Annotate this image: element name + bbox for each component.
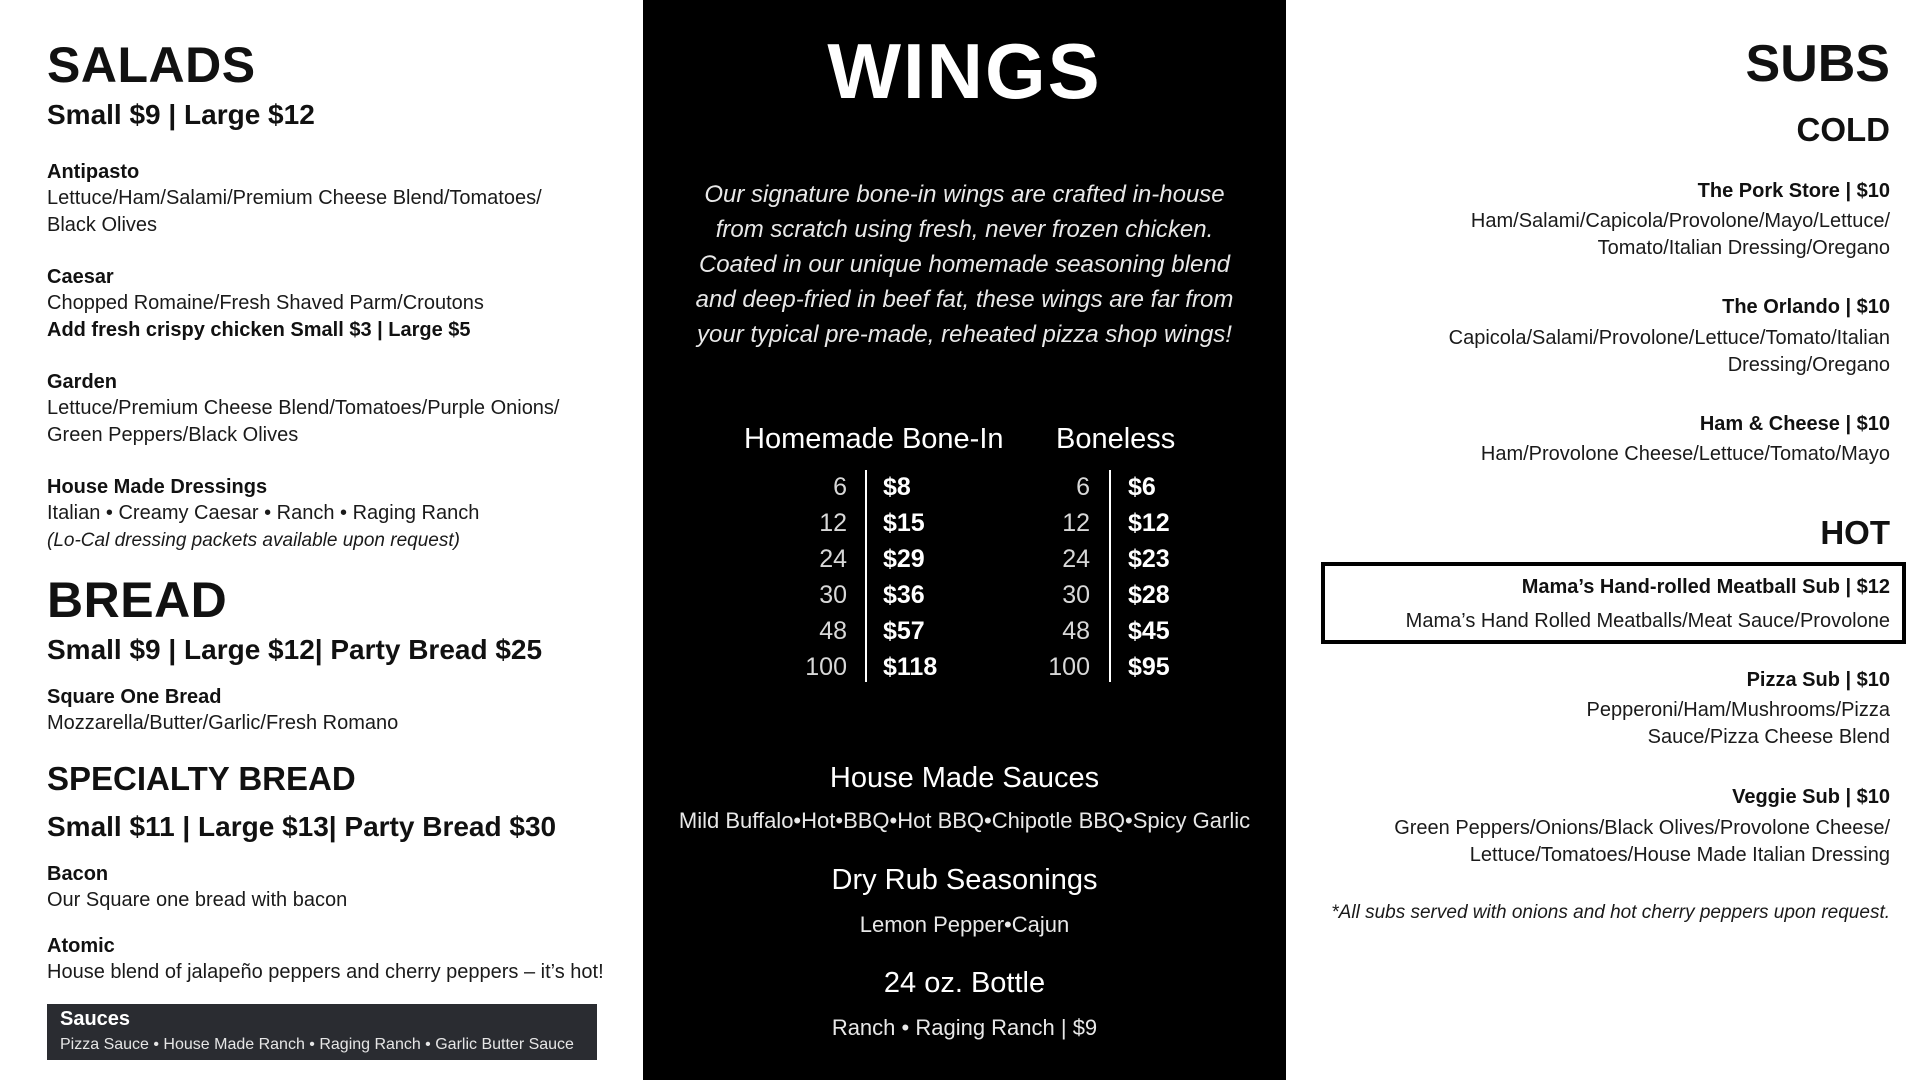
bone-in-price: $118 (883, 653, 938, 681)
antipasto-desc-1: Lettuce/Ham/Salami/Premium Cheese Blend/Tomatoes/ (47, 187, 542, 209)
boneless-count: 100 (1048, 653, 1090, 681)
dry-rub-list: Lemon Pepper•Cajun (859, 912, 1070, 937)
bread-title: BREAD (47, 572, 228, 628)
dressings-desc: Italian • Creamy Caesar • Ranch • Raging Ranch (47, 502, 480, 524)
dressings-note: (Lo-Cal dressing packets available upon request) (47, 530, 460, 551)
ham-cheese-name: Ham & Cheese | $10 (1699, 413, 1890, 435)
bone-in-count: 48 (819, 617, 847, 645)
bone-in-count: 30 (819, 581, 847, 609)
bone-in-count: 6 (833, 473, 847, 501)
bone-in-count: 12 (819, 509, 847, 537)
veggie-sub-name: Veggie Sub | $10 (1732, 786, 1890, 808)
boneless-count: 48 (1062, 617, 1090, 645)
bone-in-count: 24 (819, 545, 847, 573)
ham-cheese-desc: Ham/Provolone Cheese/Lettuce/Tomato/Mayo (1480, 443, 1890, 465)
boneless-price: $28 (1128, 581, 1170, 609)
meatball-sub-name: Mama’s Hand-rolled Meatball Sub | $12 (1521, 576, 1890, 598)
caesar-name: Caesar (47, 266, 114, 288)
boneless-header: Boneless (1056, 423, 1176, 455)
bread-price: Small $9 | Large $12| Party Bread $25 (47, 634, 543, 665)
bottle-list: Ranch • Raging Ranch | $9 (831, 1015, 1098, 1040)
pork-store-desc-1: Ham/Salami/Capicola/Provolone/Mayo/Lettuce/ (1470, 210, 1890, 232)
hot-label: HOT (1820, 514, 1890, 551)
bone-in-price: $8 (883, 473, 911, 501)
salads-price: Small $9 | Large $12 (47, 99, 315, 130)
dressings-name: House Made Dressings (47, 476, 268, 498)
boneless-count: 30 (1062, 581, 1090, 609)
subs-note: *All subs served with onions and hot cherry peppers upon request. (1331, 902, 1890, 923)
bone-in-price: $57 (883, 617, 925, 645)
orlando-desc-1: Capicola/Salami/Provolone/Lettuce/Tomato/Italian (1448, 327, 1890, 349)
boneless-price: $12 (1128, 509, 1170, 537)
wing-sauces-title: House Made Sauces (829, 762, 1100, 794)
veggie-sub-desc-2: Lettuce/Tomatoes/House Made Italian Dressing (1469, 844, 1890, 866)
subs-column (1286, 0, 1920, 1080)
bone-in-price: $29 (883, 545, 925, 573)
bone-in-header: Homemade Bone-In (744, 423, 1004, 455)
atomic-name: Atomic (47, 935, 115, 957)
wing-sauces-list: Mild Buffalo•Hot•BBQ•Hot BBQ•Chipotle BBQ•Spicy Garlic (678, 808, 1251, 833)
orlando-desc-2: Dressing/Oregano (1727, 354, 1890, 376)
bone-in-divider (865, 470, 867, 682)
square-one-name: Square One Bread (47, 686, 222, 708)
meatball-sub-desc: Mama’s Hand Rolled Meatballs/Meat Sauce/Provolone (1405, 610, 1890, 632)
square-one-desc: Mozzarella/Butter/Garlic/Fresh Romano (47, 712, 399, 734)
specialty-title: SPECIALTY BREAD (47, 760, 356, 797)
bone-in-price: $15 (883, 509, 925, 537)
pork-store-name: The Pork Store | $10 (1697, 180, 1890, 202)
specialty-price: Small $11 | Large $13| Party Bread $30 (47, 811, 557, 842)
boneless-count: 24 (1062, 545, 1090, 573)
left-column (0, 0, 643, 1080)
sauces-box (47, 1004, 597, 1060)
sauces-box-title: Sauces (60, 1008, 131, 1030)
dry-rub-title: Dry Rub Seasonings (831, 864, 1098, 896)
pizza-sub-desc-1: Pepperoni/Ham/Mushrooms/Pizza (1586, 699, 1890, 721)
caesar-desc: Chopped Romaine/Fresh Shaved Parm/Croutons (47, 292, 484, 314)
caesar-addon: Add fresh crispy chicken Small $3 | Large $5 (47, 319, 471, 341)
sauces-box-list: Pizza Sauce • House Made Ranch • Raging Ranch • Garlic Butter Sauce (60, 1036, 574, 1053)
antipasto-name: Antipasto (47, 161, 140, 183)
bottle-title: 24 oz. Bottle (883, 967, 1046, 999)
boneless-price: $6 (1128, 473, 1156, 501)
bacon-desc: Our Square one bread with bacon (47, 889, 348, 911)
boneless-price: $45 (1128, 617, 1170, 645)
boneless-count: 12 (1062, 509, 1090, 537)
orlando-name: The Orlando | $10 (1722, 296, 1890, 318)
wings-column (643, 0, 1286, 1080)
wings-intro: Our signature bone-in wings are crafted in-house from scratch using fresh, never frozen chicken. Coated in our unique homemade seasoning blend and deep-fried in beef fat, these wings are far from your typical pre-made, reheated pizza shop wings! (695, 181, 1234, 348)
subs-title: SUBS (1745, 35, 1890, 93)
cold-label: COLD (1796, 111, 1890, 148)
boneless-count: 6 (1076, 473, 1090, 501)
bone-in-count: 100 (805, 653, 847, 681)
garden-name: Garden (47, 371, 118, 393)
boneless-price: $23 (1128, 545, 1170, 573)
atomic-desc: House blend of jalapeño peppers and cherry peppers – it’s hot! (47, 961, 604, 983)
bone-in-price: $36 (883, 581, 925, 609)
pizza-sub-desc-2: Sauce/Pizza Cheese Blend (1647, 726, 1890, 748)
pizza-sub-name: Pizza Sub | $10 (1746, 669, 1890, 691)
bacon-name: Bacon (47, 863, 109, 885)
garden-desc-2: Green Peppers/Black Olives (47, 424, 299, 446)
veggie-sub-desc-1: Green Peppers/Onions/Black Olives/Provolone Cheese/ (1394, 817, 1890, 839)
antipasto-desc-2: Black Olives (47, 214, 158, 236)
wings-title: WINGS (827, 27, 1102, 115)
salads-title: SALADS (47, 37, 256, 93)
pork-store-desc-2: Tomato/Italian Dressing/Oregano (1597, 237, 1890, 259)
boneless-price: $95 (1128, 653, 1170, 681)
boneless-divider (1109, 470, 1111, 682)
garden-desc-1: Lettuce/Premium Cheese Blend/Tomatoes/Purple Onions/ (47, 397, 560, 419)
